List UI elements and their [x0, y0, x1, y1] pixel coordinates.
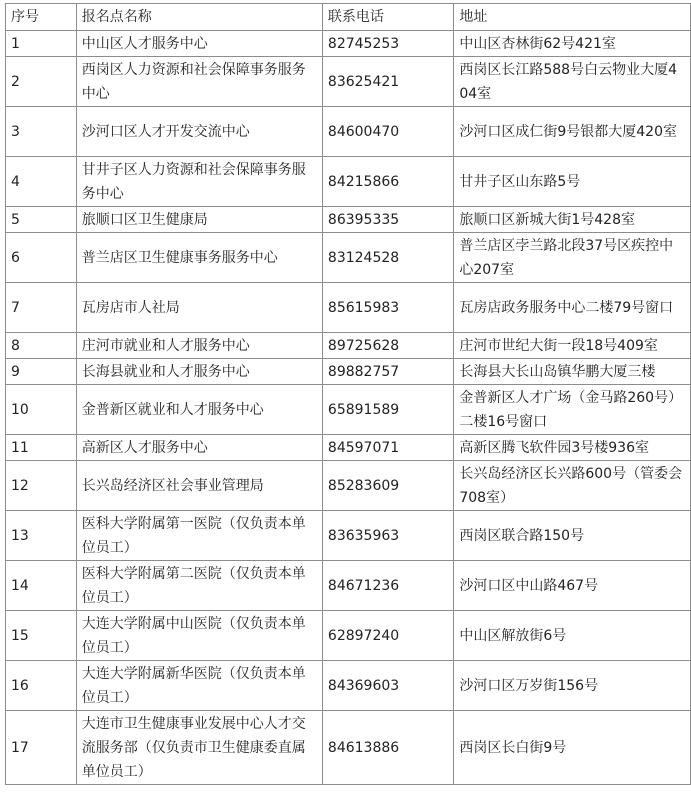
- cell-phone: 89882757: [322, 359, 453, 385]
- registration-sites-table: [5, 3, 691, 785]
- cell-phone: 84600470: [322, 107, 453, 157]
- cell-site-name: 医科大学附属第一医院（仅负责本单位员工）: [76, 511, 322, 561]
- cell-site-name: 大连大学附属新华医院（仅负责本单位员工）: [76, 661, 322, 711]
- table-row: [6, 107, 691, 157]
- table-row: [6, 359, 691, 385]
- cell-address: 沙河口区万岁街156号: [454, 661, 691, 711]
- table-body: [6, 31, 691, 785]
- cell-serial-number: 12: [6, 461, 77, 511]
- cell-phone: 83124528: [322, 233, 453, 283]
- cell-address: 高新区腾飞软件园3号楼936室: [454, 435, 691, 461]
- cell-address: 沙河口区中山路467号: [454, 561, 691, 611]
- cell-address: 西岗区联合路150号: [454, 511, 691, 561]
- table-row: [6, 385, 691, 435]
- cell-serial-number: 6: [6, 233, 77, 283]
- cell-serial-number: 5: [6, 207, 77, 233]
- cell-phone: 65891589: [322, 385, 453, 435]
- cell-address: 西岗区长江路588号白云物业大厦404室: [454, 57, 691, 107]
- cell-phone: 86395335: [322, 207, 453, 233]
- cell-serial-number: 3: [6, 107, 77, 157]
- cell-serial-number: 7: [6, 283, 77, 333]
- cell-phone: 82745253: [322, 31, 453, 57]
- table-row: [6, 511, 691, 561]
- cell-serial-number: 8: [6, 333, 77, 359]
- cell-phone: 62897240: [322, 611, 453, 661]
- cell-address: 长兴岛经济区长兴路600号（管委会708室）: [454, 461, 691, 511]
- cell-site-name: 高新区人才服务中心: [76, 435, 322, 461]
- table-row: [6, 561, 691, 611]
- table-row: [6, 283, 691, 333]
- cell-serial-number: 14: [6, 561, 77, 611]
- table-row: [6, 31, 691, 57]
- cell-site-name: 医科大学附属第二医院（仅负责本单位员工）: [76, 561, 322, 611]
- cell-site-name: 长海县就业和人才服务中心: [76, 359, 322, 385]
- cell-serial-number: 16: [6, 661, 77, 711]
- cell-address: 甘井子区山东路5号: [454, 157, 691, 207]
- header-phone: 联系电话: [322, 4, 453, 31]
- cell-address: 中山区解放街6号: [454, 611, 691, 661]
- cell-site-name: 甘井子区人力资源和社会保障事务服务中心: [76, 157, 322, 207]
- cell-serial-number: 9: [6, 359, 77, 385]
- cell-phone: 84215866: [322, 157, 453, 207]
- cell-address: 长海县大长山岛镇华鹏大厦三楼: [454, 359, 691, 385]
- table-row: [6, 157, 691, 207]
- cell-phone: 85615983: [322, 283, 453, 333]
- cell-address: 金普新区人才广场（金马路260号）二楼16号窗口: [454, 385, 691, 435]
- cell-site-name: 大连市卫生健康事业发展中心人才交流服务部（仅负责市卫生健康委直属单位员工）: [76, 711, 322, 785]
- cell-site-name: 沙河口区人才开发交流中心: [76, 107, 322, 157]
- table-row: [6, 661, 691, 711]
- table-row: [6, 233, 691, 283]
- header-site-name: 报名点名称: [76, 4, 322, 31]
- table-row: [6, 435, 691, 461]
- cell-address: 瓦房店政务服务中心二楼79号窗口: [454, 283, 691, 333]
- cell-address: 庄河市世纪大街一段18号409室: [454, 333, 691, 359]
- registration-sites-table-container: [5, 3, 691, 785]
- cell-serial-number: 2: [6, 57, 77, 107]
- cell-phone: 89725628: [322, 333, 453, 359]
- table-row: [6, 611, 691, 661]
- cell-serial-number: 4: [6, 157, 77, 207]
- cell-site-name: 旅顺口区卫生健康局: [76, 207, 322, 233]
- cell-address: 旅顺口区新城大街1号428室: [454, 207, 691, 233]
- table-row: [6, 333, 691, 359]
- table-row: [6, 461, 691, 511]
- cell-address: 沙河口区成仁街9号银都大厦420室: [454, 107, 691, 157]
- cell-serial-number: 13: [6, 511, 77, 561]
- cell-site-name: 大连大学附属中山医院（仅负责本单位员工）: [76, 611, 322, 661]
- cell-phone: 83625421: [322, 57, 453, 107]
- cell-site-name: 瓦房店市人社局: [76, 283, 322, 333]
- cell-site-name: 长兴岛经济区社会事业管理局: [76, 461, 322, 511]
- table-row: [6, 711, 691, 785]
- cell-serial-number: 11: [6, 435, 77, 461]
- cell-site-name: 庄河市就业和人才服务中心: [76, 333, 322, 359]
- cell-serial-number: 15: [6, 611, 77, 661]
- cell-serial-number: 1: [6, 31, 77, 57]
- table-row: [6, 207, 691, 233]
- cell-address: 中山区杏林街62号421室: [454, 31, 691, 57]
- cell-address: 西岗区长白街9号: [454, 711, 691, 785]
- table-header-row: [6, 4, 691, 31]
- cell-phone: 84597071: [322, 435, 453, 461]
- header-serial-number: 序号: [6, 4, 77, 31]
- cell-site-name: 普兰店区卫生健康事务服务中心: [76, 233, 322, 283]
- cell-serial-number: 10: [6, 385, 77, 435]
- cell-site-name: 西岗区人力资源和社会保障事务服务中心: [76, 57, 322, 107]
- cell-phone: 84369603: [322, 661, 453, 711]
- cell-phone: 83635963: [322, 511, 453, 561]
- cell-phone: 84613886: [322, 711, 453, 785]
- cell-phone: 84671236: [322, 561, 453, 611]
- cell-phone: 85283609: [322, 461, 453, 511]
- header-address: 地址: [454, 4, 691, 31]
- cell-address: 普兰店区孛兰路北段37号区疾控中心207室: [454, 233, 691, 283]
- cell-site-name: 中山区人才服务中心: [76, 31, 322, 57]
- cell-site-name: 金普新区就业和人才服务中心: [76, 385, 322, 435]
- table-row: [6, 57, 691, 107]
- cell-serial-number: 17: [6, 711, 77, 785]
